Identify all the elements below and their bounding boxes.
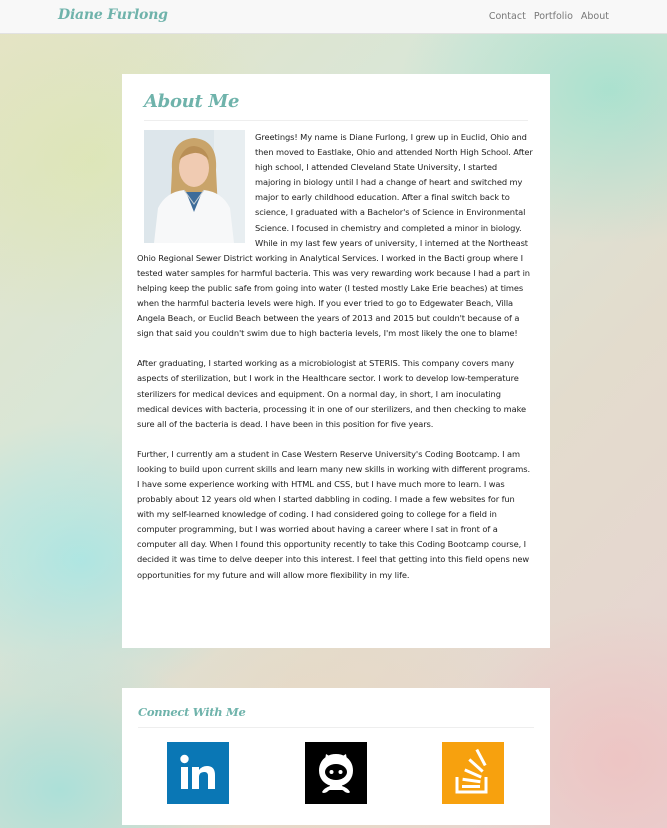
- navbar: [0, 0, 667, 34]
- connect-title: Connect With Me: [138, 705, 246, 719]
- connect-divider: [138, 727, 534, 728]
- nav-link-about[interactable]: About: [580, 11, 609, 22]
- brand-link[interactable]: Diane Furlong: [58, 7, 168, 23]
- nav-links: [489, 11, 609, 22]
- about-paragraph-1: Greetings! My name is Diane Furlong, I grew up in Euclid, Ohio and then moved to Eastlake, Ohio and attended North High School. After high school, I attended Cleveland State University, I started majoring in biology until I had a change of heart and switched my major to early childhood education. After a final switch back to science, I graduated with a Bachelor's of Science in Environmental Science. I focused in chemistry and completed a minor in biology. While in my last few years of university, I interned at the Northeast Ohio Regional Sewer District working in Analytical Services. I worked in the Bacti group where I tested water samples for harmful bacteria. This was very rewarding work because I had a part in helping keep the public safe from going into water (I tested mostly Lake Erie beaches) at times when the harmful bacteria levels were high. If you ever tried to go to Edgewater Beach, Villa Angela Beach, or Euclid Beach between the years of 2013 and 2015 but couldn't because of a sign that said you couldn't swim due to high bacteria levels, I'm most likely the one to blame!: [137, 132, 533, 339]
- linkedin-icon[interactable]: [167, 742, 229, 804]
- about-paragraph-2: After graduating, I started working as a microbiologist at STERIS. This company covers many aspects of sterilization, but I work in the Healthcare sector. I work to develop low-temperature sterilizers for medical devices and equipment. On a normal day, in short, I am inoculating medical devices with bacteria, processing it in one of our sterilizers, and then checking to make sure all of the bacteria is dead. I have been in this position for five years.: [137, 358, 527, 429]
- connect-card: [122, 688, 550, 825]
- stack-overflow-icon[interactable]: [442, 742, 504, 804]
- about-title: About Me: [144, 91, 240, 112]
- nav-link-contact[interactable]: Contact: [488, 11, 526, 22]
- about-card: [122, 74, 550, 648]
- title-divider: [144, 120, 528, 121]
- nav-link-portfolio[interactable]: Portfolio: [533, 11, 573, 22]
- about-paragraph-3: Further, I currently am a student in Case Western Reserve University's Coding Bootcamp. I am looking to build upon current skills and learn many new skills in working with different programs. I have some experience working with HTML and CSS, but I have much more to learn. I was probably about 12 years old when I started dabbling in coding. I made a few websites for fun with my self-learned knowledge of coding. I had considered going to college for a field in computer programming, but I was worried about having a career where I sat in front of a computer all day. When I found this opportunity recently to take this Coding Bootcamp course, I decided it was time to delve deeper into this interest. I feel that getting into this field opens new opportunities for my future and will allow more flexibility in my life.: [137, 448, 531, 580]
- about-body: [137, 130, 534, 598]
- profile-photo: [144, 130, 245, 243]
- github-icon[interactable]: [305, 742, 367, 804]
